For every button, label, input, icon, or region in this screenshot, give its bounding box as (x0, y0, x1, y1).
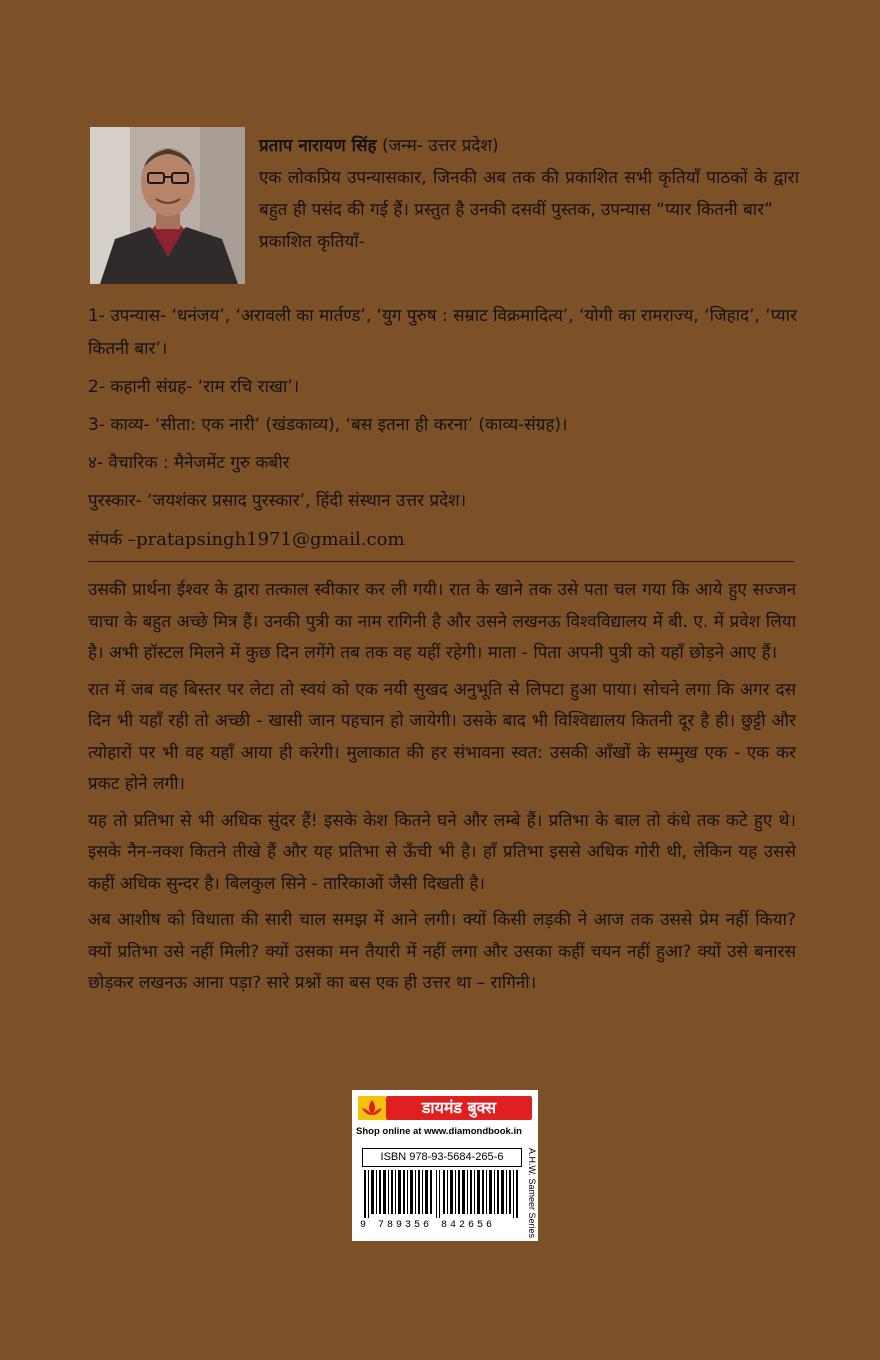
author-intro: एक लोकप्रिय उपन्यासकार, जिनकी अब तक की प्रकाशित सभी कृतियाँ पाठकों के द्वारा बहुत ही पसंद की गई हैं। प्रस्तुत है उनकी दसवीं पुस्तक, उपन्यास “प्यार कितनी बार” (259, 168, 799, 220)
excerpt-paragraph: रात में जब वह बिस्तर पर लेटा तो स्वयं को एक नयी सुखद अनुभूति से लिपटा हुआ पाया। सोचने लगा कि अगर दस दिन भी यहाँ रही तो अच्छी - खासी जान पहचान हो जायेगी। उसके बाद भी विश्विद्यालय कितनी दूर है ही। छुट्टी और त्योहारों पर भी वह यहाँ आया ही करेगी। मुलाकात की हर संभावना स्वत: उसकी आँखों के सम्मुख एक - एक कर प्रकट होने लगी। (88, 679, 796, 794)
works-item: 2- कहानी संग्रह- ‘राम रचि राखा’। (88, 377, 300, 397)
barcode (362, 1170, 520, 1218)
contact (88, 523, 800, 557)
excerpt-paragraph: अब आशीष को विधाता की सारी चाल समझ में आने लगी। क्यों किसी लड़की ने आज तक उससे प्रेम नहीं किया? क्यों प्रतिभा उसे नहीं मिली? क्यों उसका मन तैयारी में नहीं लगा और उसका कहीं चयन नहीं हुआ? क्यों उसे बनारस छोड़कर लखनऊ आना पड़ा? सारे प्रश्नों का बस एक ही उत्तर था – रागिनी। (88, 910, 796, 993)
divider (88, 561, 794, 562)
author-origin: (जन्म- उत्तर प्रदेश) (381, 136, 499, 156)
author-bio (259, 130, 799, 258)
barcode-digits: 9 789356 842656 (360, 1220, 496, 1231)
works-item: ४- वैचारिक : मैनेजमेंट गुरु कबीर (88, 453, 290, 473)
lotus-icon (358, 1096, 386, 1120)
works-item: 3- काव्य- ‘सीता: एक नारी’ (खंडकाव्य), ‘बस इतना ही करना’ (काव्य-संग्रह)। (88, 415, 568, 435)
excerpt (88, 575, 796, 1005)
publisher-logo (358, 1096, 532, 1120)
works-heading: प्रकाशित कृतियाँ- (259, 232, 365, 252)
works-item: 1- उपन्यास- ‘धनंजय’, ‘अरावली का मार्तण्ड’, ‘युग पुरुष : सम्राट विक्रमादित्य’, ‘योगी का रामराज्य, ‘जिहाद’, ‘प्यार कितनी बार’। (88, 306, 798, 359)
series-text: A.H.W. Sameer Series (527, 1147, 537, 1239)
publisher-barcode-box (352, 1090, 538, 1241)
published-works (88, 300, 800, 557)
author-heading (259, 130, 799, 162)
author-photo (90, 127, 245, 284)
isbn: ISBN 978-93-5684-265-6 (362, 1148, 522, 1167)
excerpt-paragraph: उसकी प्रार्थना ईश्वर के द्वारा तत्काल स्वीकार कर ली गयी। रात के खाने तक उसे पता चल गया कि आये हुए सज्जन चाचा के बहुत अच्छे मित्र हैं। उनकी पुत्री का नाम रागिनी है और उसने लखनऊ विश्वविद्यालय में बी. ए. में प्रवेश लिया है। अभी हॉस्टल मिलने में कुछ दिन लगेंगे तब तक वह यहीं रहेगी। माता - पिता अपनी पुत्री को यहाँ छोड़ने आए हैं। (88, 580, 796, 663)
author-name: प्रताप नारायण सिंह (259, 136, 377, 156)
series-label (527, 1148, 537, 1238)
publisher-name: डायमंड बुक्स (386, 1096, 532, 1120)
shop-online-text: Shop online at www.diamondbook.in (356, 1126, 522, 1137)
contact-email: pratapsingh1971@gmail.com (136, 529, 405, 550)
excerpt-paragraph: यह तो प्रतिभा से भी अधिक सुंदर हैं! इसके केश कितने घने और लम्बे हैं। प्रतिभा के बाल तो कंधे तक कटे हुए थे। इसके नैन-नक्श कितने तीखे हैं और यह प्रतिभा से ऊँची भी है। हाँ प्रतिभा इससे अधिक गोरी थी, लेकिन यह उससे कहीं अधिक सुन्दर है। बिलकुल सिने - तारिकाओं जैसी दिखती है। (88, 810, 796, 894)
contact-label: संपर्क – (88, 530, 137, 550)
award: पुरस्कार- ‘जयशंकर प्रसाद पुरस्कार’, हिंदी संस्थान उत्तर प्रदेश। (88, 491, 467, 511)
